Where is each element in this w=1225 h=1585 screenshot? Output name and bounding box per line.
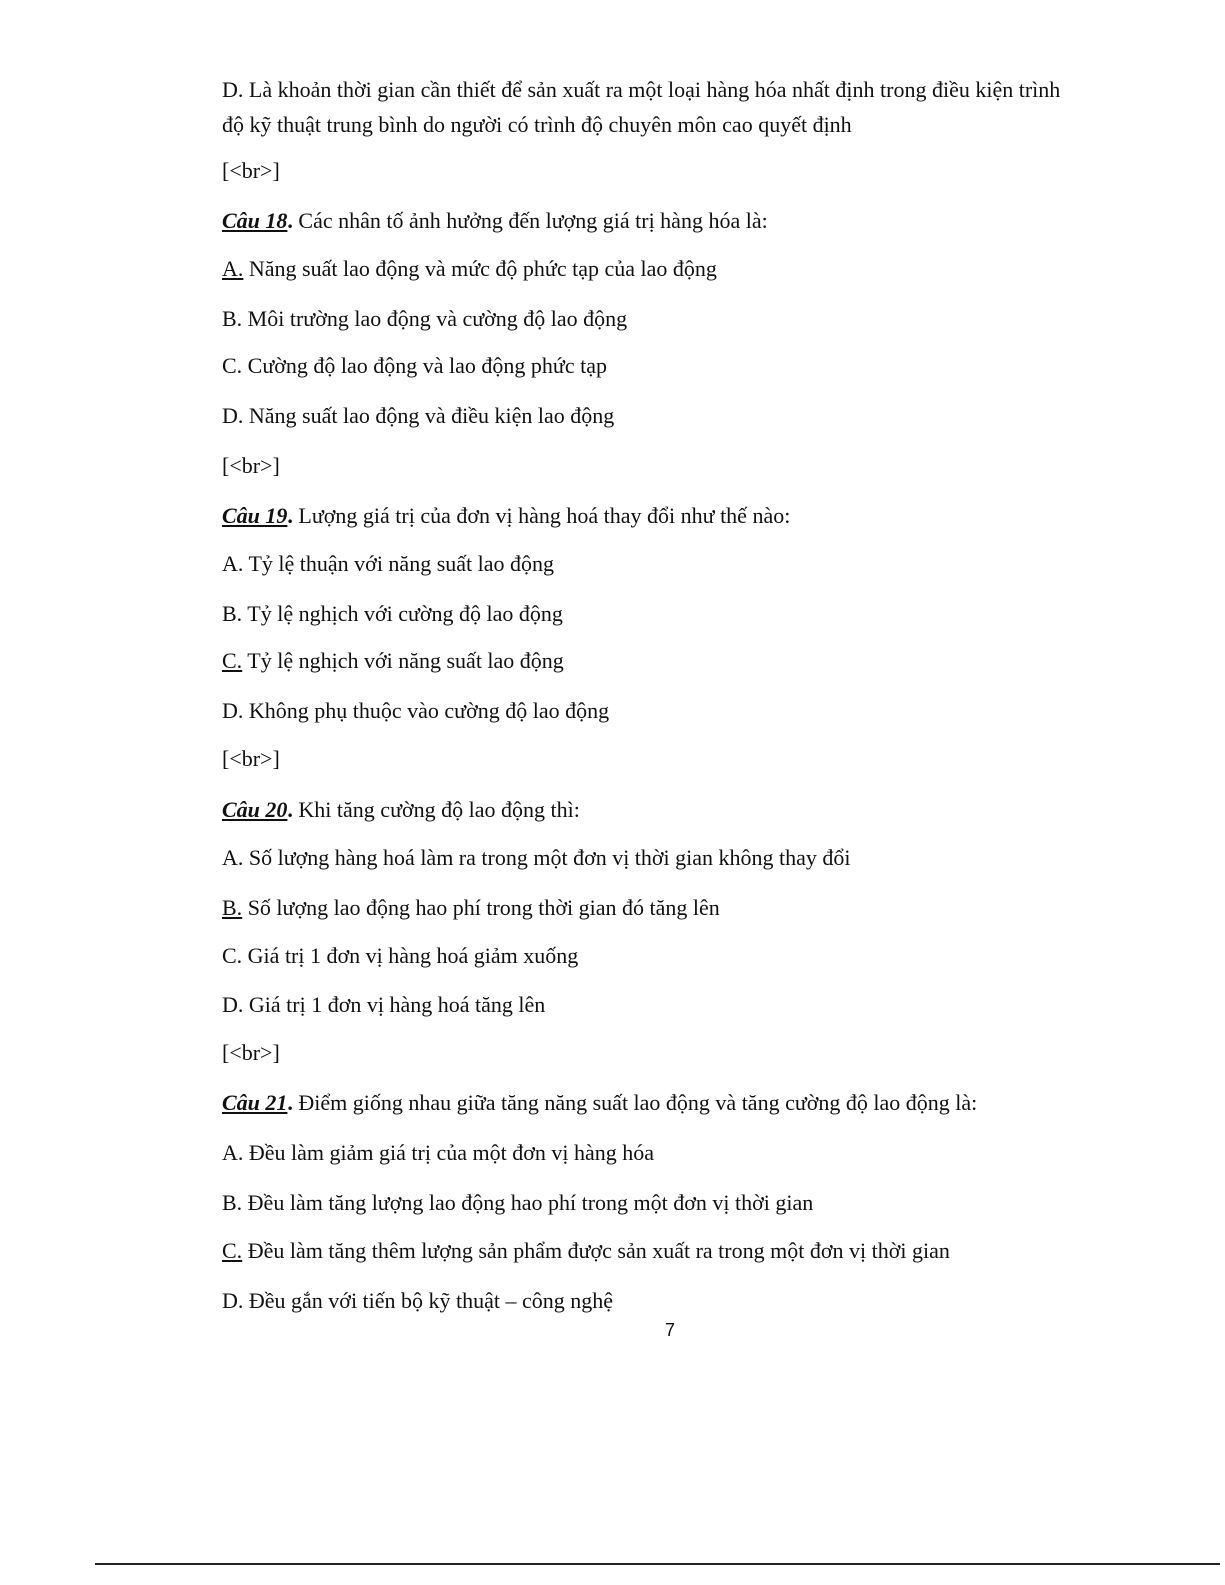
option-19c: C. Tỷ lệ nghịch với năng suất lao động (222, 648, 564, 673)
option-17d-line1: D. Là khoản thời gian cần thiết để sản xuất ra một loại hàng hóa nhất định trong điều kiện trình (222, 77, 1061, 102)
correct-answer-key: B. (222, 895, 243, 920)
option-21d: D. Đều gắn với tiến bộ kỹ thuật – công nghệ (222, 1288, 614, 1313)
option-19d: D. Không phụ thuộc vào cường độ lao động (222, 698, 610, 723)
option-18a: A. Năng suất lao động và mức độ phức tạp của lao động (222, 256, 717, 281)
break-marker: [<br>] (222, 158, 280, 183)
option-19b: B. Tỷ lệ nghịch với cường độ lao động (222, 601, 563, 626)
question-label: Câu 19 (222, 503, 288, 528)
break-marker: [<br>] (222, 1040, 280, 1065)
option-20b: B. Số lượng lao động hao phí trong thời gian đó tăng lên (222, 895, 720, 920)
question-20: Câu 20. Khi tăng cường độ lao động thì: (222, 797, 580, 822)
option-21a: A. Đều làm giảm giá trị của một đơn vị hàng hóa (222, 1140, 654, 1165)
option-20c: C. Giá trị 1 đơn vị hàng hoá giảm xuống (222, 943, 579, 968)
option-19a: A. Tỷ lệ thuận với năng suất lao động (222, 551, 555, 576)
option-21c: C. Đều làm tăng thêm lượng sản phẩm được sản xuất ra trong một đơn vị thời gian (222, 1238, 950, 1263)
question-21: Câu 21. Điểm giống nhau giữa tăng năng suất lao động và tăng cường độ lao động là: (222, 1090, 978, 1115)
page-bottom-divider (95, 1563, 1220, 1565)
option-18d: D. Năng suất lao động và điều kiện lao động (222, 403, 615, 428)
question-label: Câu 21 (222, 1090, 288, 1115)
question-19: Câu 19. Lượng giá trị của đơn vị hàng hoá thay đổi như thế nào: (222, 503, 791, 528)
option-20a: A. Số lượng hàng hoá làm ra trong một đơn vị thời gian không thay đổi (222, 845, 851, 870)
question-18: Câu 18. Các nhân tố ảnh hưởng đến lượng giá trị hàng hóa là: (222, 208, 768, 233)
correct-answer-key: C. (222, 648, 243, 673)
option-20d: D. Giá trị 1 đơn vị hàng hoá tăng lên (222, 992, 546, 1017)
option-18b: B. Môi trường lao động và cường độ lao động (222, 306, 628, 331)
break-marker: [<br>] (222, 746, 280, 771)
option-21b: B. Đều làm tăng lượng lao động hao phí trong một đơn vị thời gian (222, 1190, 814, 1215)
question-label: Câu 20 (222, 797, 288, 822)
question-label: Câu 18 (222, 208, 288, 233)
break-marker: [<br>] (222, 453, 280, 478)
option-18c: C. Cường độ lao động và lao động phức tạp (222, 353, 607, 378)
correct-answer-key: C. (222, 1238, 243, 1263)
option-17d-line2: độ kỹ thuật trung bình do người có trình độ chuyên môn cao quyết định (222, 112, 852, 137)
correct-answer-key: A. (222, 256, 244, 281)
page-number: 7 (664, 1320, 675, 1340)
